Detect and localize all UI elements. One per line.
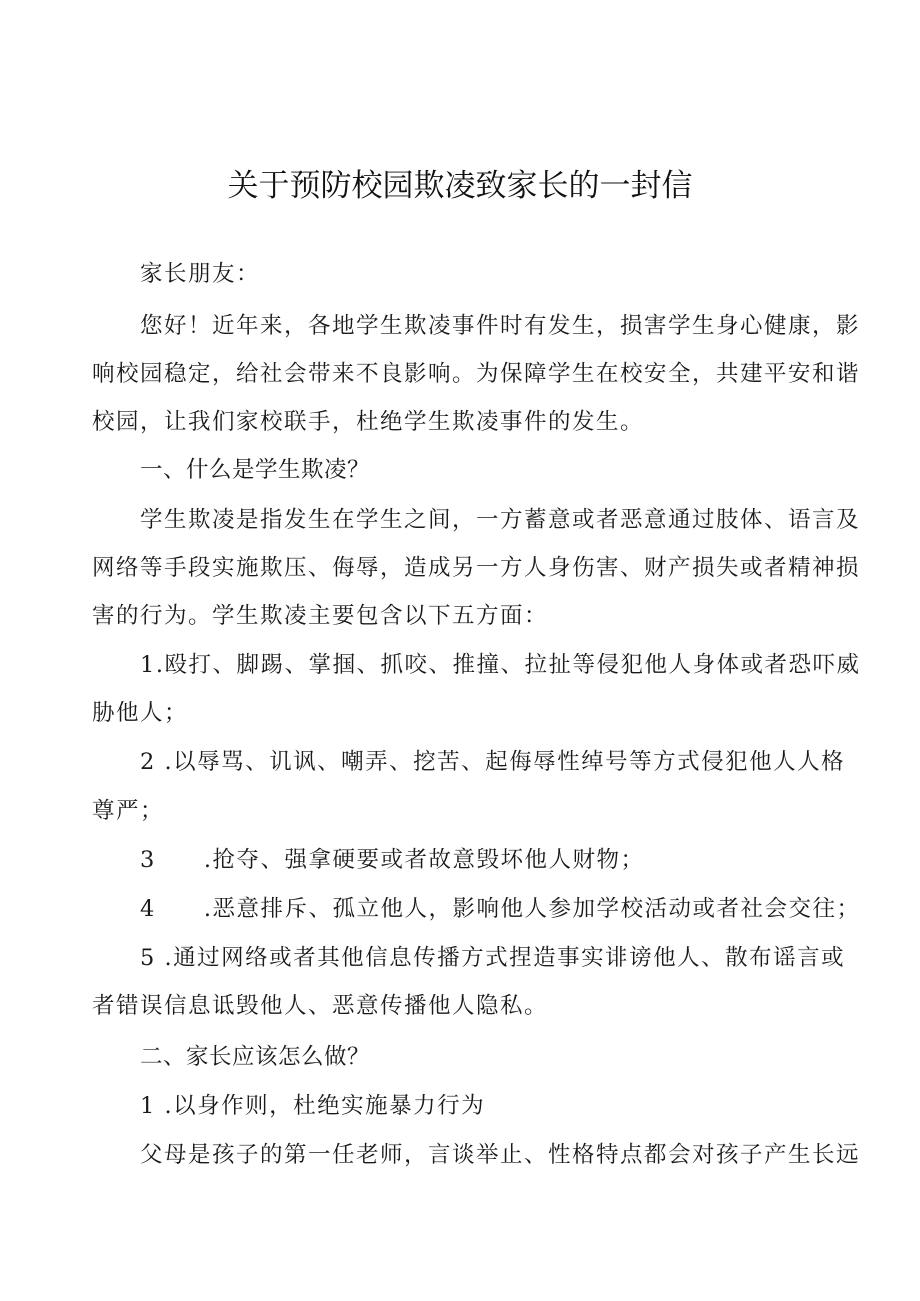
definition-line-3: 害的行为。学生欺凌主要包含以下五方面： — [92, 603, 549, 629]
bullying-item-1-line-2: 胁他人； — [92, 700, 189, 726]
bullying-item-2-line-1: 2 .以辱骂、讥讽、嘲弄、挖苦、起侮辱性绰号等方式侵犯他人人格 — [140, 749, 846, 775]
greeting: 家长朋友： — [140, 261, 261, 287]
intro-line-1: 您好！近年来，各地学生欺凌事件时有发生，损害学生身心健康，影 — [140, 313, 861, 339]
intro-line-2: 响校园稳定，给社会带来不良影响。为保障学生在校安全，共建平安和谐 — [92, 361, 861, 387]
section-1-heading: 一、什么是学生欺凌？ — [140, 457, 371, 483]
document-title: 关于预防校园欺凌致家长的一封信 — [227, 168, 693, 204]
section-2-heading: 二、家长应该怎么做？ — [140, 1044, 371, 1070]
parent-item-1-text: 父母是孩子的第一任老师，言谈举止、性格特点都会对孩子产生长远 — [140, 1142, 861, 1168]
bullying-item-3: 3 .抢夺、强拿硬要或者故意毁坏他人财物； — [140, 847, 645, 873]
bullying-item-1-line-1: 1.殴打、脚踢、掌掴、抓咬、推撞、拉扯等侵犯他人身体或者恐吓威 — [140, 652, 861, 678]
intro-line-3: 校园，让我们家校联手，杜绝学生欺凌事件的发生。 — [92, 409, 645, 435]
definition-line-2: 网络等手段实施欺压、侮辱，造成另一方人身伤害、财产损失或者精神损 — [92, 555, 861, 581]
bullying-item-5-line-2: 者错误信息诋毁他人、恶意传播他人隐私。 — [92, 993, 549, 1019]
bullying-item-5-line-1: 5 .通过网络或者其他信息传播方式捏造事实诽谤他人、散布谣言或 — [140, 945, 846, 971]
bullying-item-2-line-2: 尊严； — [92, 798, 165, 824]
definition-line-1: 学生欺凌是指发生在学生之间，一方蓄意或者恶意通过肢体、语言及 — [140, 507, 861, 533]
bullying-item-4: 4 .恶意排斥、孤立他人，影响他人参加学校活动或者社会交往； — [140, 896, 861, 922]
parent-item-1-title: 1 .以身作则，杜绝实施暴力行为 — [140, 1093, 486, 1119]
